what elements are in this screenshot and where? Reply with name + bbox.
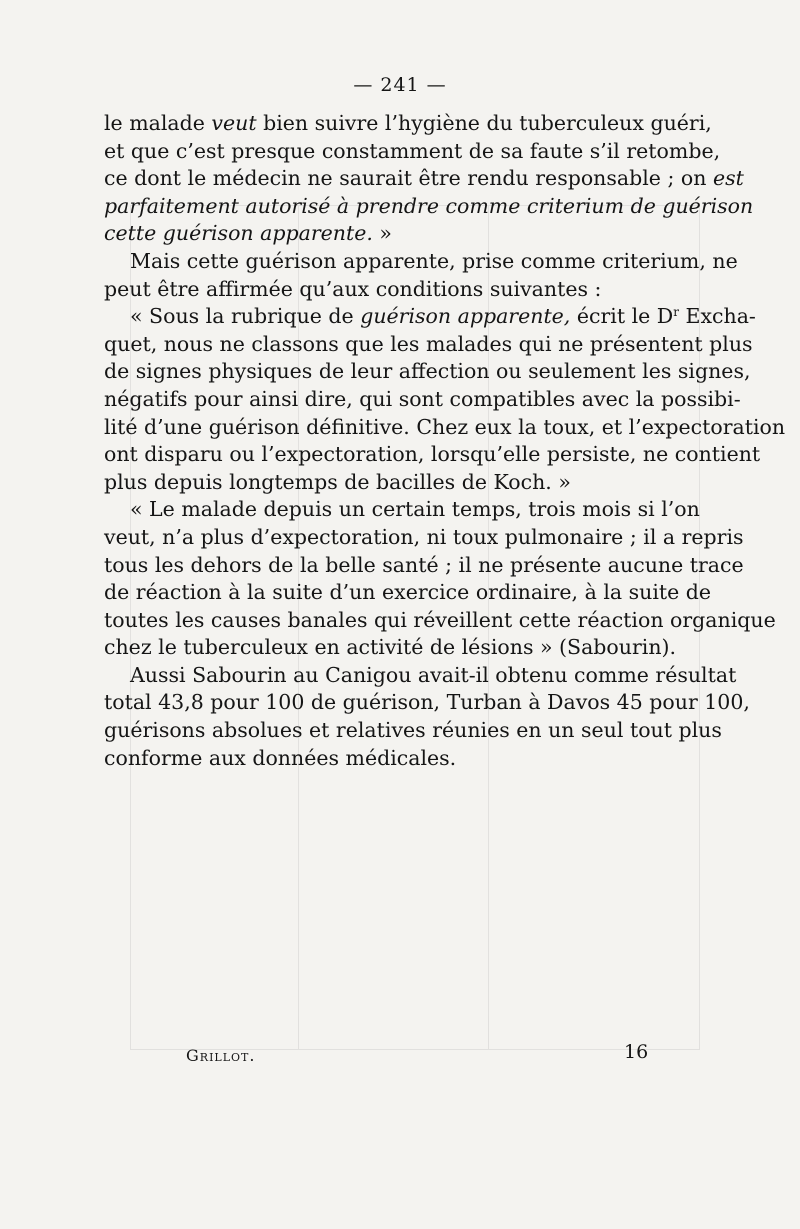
italic-text: veut	[211, 111, 257, 135]
text-line	[104, 524, 744, 552]
text-segment: toutes les causes banales qui réveillent cette réaction organique	[104, 607, 776, 632]
text-segment: lité d’une guérison définitive. Chez eux la toux, et l’expectoration	[104, 414, 786, 439]
text-segment: « Sous la rubrique de	[130, 304, 361, 329]
text-line	[104, 358, 751, 386]
text-line	[104, 579, 712, 607]
text-segment: négatifs pour ainsi dire, qui sont compatibles avec la possibi-	[104, 386, 741, 411]
superscript: r	[673, 305, 679, 320]
text-line	[104, 469, 688, 497]
footer-author: Grillot.	[186, 1046, 256, 1065]
text-segment: plus depuis longtemps de bacilles de Koch. »	[104, 469, 571, 494]
text-line	[104, 220, 688, 248]
footer-sheet-number: 16	[624, 1041, 649, 1063]
italic-text: cette guérison apparente.	[104, 221, 373, 246]
text-segment: veut, n’a plus d’expectoration, ni toux pulmonaire ; il a repris	[104, 524, 744, 549]
text-line	[104, 441, 761, 469]
text-segment: de réaction à la suite d’un exercice ordinaire, à la suite de	[104, 580, 712, 605]
text-segment: écrit le D	[570, 304, 674, 329]
italic-text: parfaitement autorisé à prendre comme criterium de guérison	[104, 193, 754, 218]
text-line	[104, 496, 700, 524]
text-line	[104, 331, 753, 359]
text-segment: guérisons absolues et relatives réunies en un seul tout plus	[104, 718, 722, 743]
text-segment: ont disparu ou l’expectoration, lorsqu’elle persiste, ne contient	[104, 442, 761, 467]
text-segment: conforme aux données médicales.	[104, 745, 457, 770]
text-line	[104, 165, 744, 193]
body-text	[104, 110, 786, 772]
text-line	[104, 248, 738, 276]
text-line	[104, 689, 750, 717]
text-line	[104, 634, 688, 662]
text-line	[104, 662, 737, 690]
text-line	[104, 414, 786, 442]
text-line	[104, 276, 688, 304]
italic-text: guérison apparente,	[360, 304, 571, 329]
text-segment: ce dont le médecin ne saurait être rendu responsable ; on	[104, 166, 713, 191]
text-line	[104, 552, 744, 580]
text-line	[104, 745, 688, 773]
text-line	[104, 193, 754, 221]
text-segment: Mais cette guérison apparente, prise comme criterium, ne	[130, 248, 738, 273]
text-segment: chez le tuberculeux en activité de lésions » (Sabourin).	[104, 635, 677, 660]
text-segment: bien suivre l’hygiène du tuberculeux guéri,	[256, 111, 712, 135]
italic-text: est	[712, 166, 744, 191]
text-segment: le malade	[104, 111, 212, 135]
page-number: — 241 —	[353, 74, 447, 96]
text-line	[104, 607, 776, 635]
text-segment: peut être affirmée qu’aux conditions suivantes :	[104, 276, 602, 301]
text-segment: quet, nous ne classons que les malades qui ne présentent plus	[104, 331, 753, 356]
text-segment: « Le malade depuis un certain temps, trois mois si l’on	[130, 497, 700, 522]
text-line	[104, 138, 721, 166]
text-segment: Aussi Sabourin au Canigou avait-il obtenu comme résultat	[130, 662, 737, 687]
text-segment: total 43,8 pour 100 de guérison, Turban à Davos 45 pour 100,	[104, 690, 750, 715]
text-segment: et que c’est presque constamment de sa faute s’il retombe,	[104, 138, 721, 163]
text-segment: de signes physiques de leur affection ou seulement les signes,	[104, 359, 751, 384]
text-segment: Excha-	[678, 304, 756, 329]
text-line	[104, 303, 756, 331]
text-segment: »	[372, 221, 392, 246]
text-segment: tous les dehors de la belle santé ; il ne présente aucune trace	[104, 552, 744, 577]
text-line	[104, 110, 712, 138]
text-line	[104, 386, 741, 414]
text-line	[104, 717, 722, 745]
